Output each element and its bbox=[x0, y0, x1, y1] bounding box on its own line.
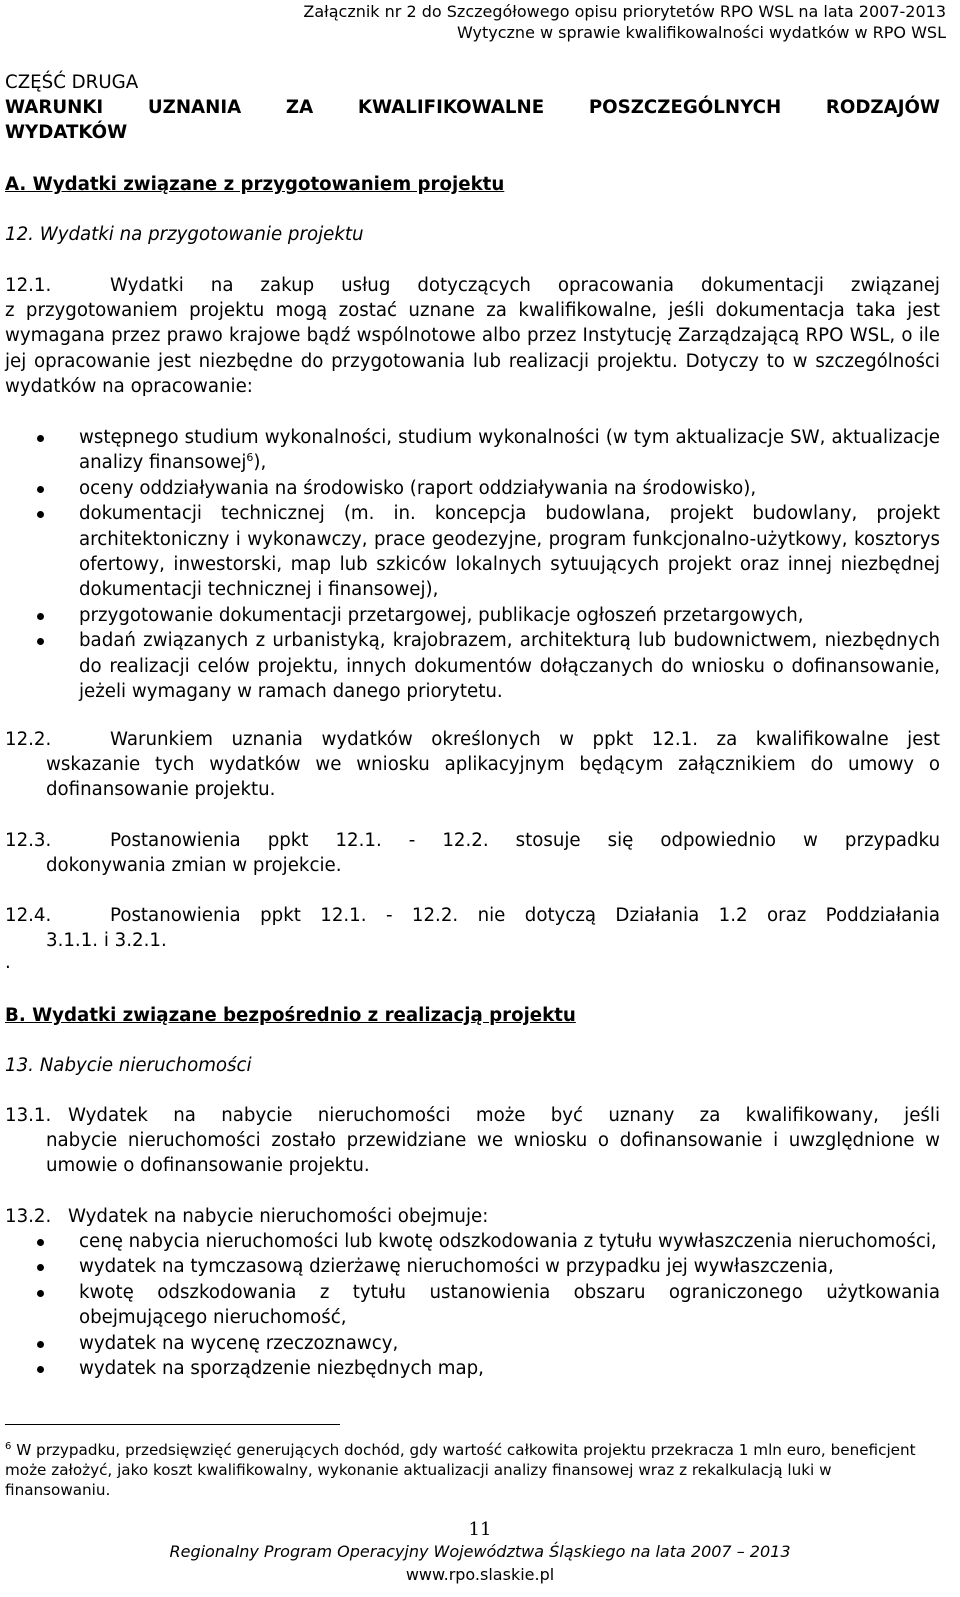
footnote-separator bbox=[5, 1424, 340, 1425]
list-item-text: badań związanych z urbanistyką, krajobrazem, architekturą lub budownictwem, niezbędnych do realizacji celów projektu, innych dokumentów dołączanych do wniosku o dofinansowanie, jeżeli wymagany w ramach danego priorytetu. bbox=[79, 630, 940, 703]
bullet-icon bbox=[37, 1290, 44, 1297]
list-item-text: kwotę odszkodowania z tytułu ustanowienia obszaru ograniczonego użytkowania obejmującego nieruchomość, bbox=[79, 1281, 940, 1329]
list-item-text: wydatek na tymczasową dzierżawę nieruchomości w przypadku jej wywłaszczenia, bbox=[79, 1256, 834, 1278]
page-number: 11 bbox=[468, 1519, 492, 1540]
bullet-icon bbox=[37, 638, 44, 645]
footnote bbox=[5, 1440, 940, 1501]
bullet-icon bbox=[37, 511, 44, 518]
running-header bbox=[303, 1, 946, 43]
paragraph-12-2-text: wskazanie tych wydatków we wniosku aplikacyjnym będącym załącznikiem do umowy o dofinansowanie projektu. bbox=[46, 754, 940, 801]
bullet-icon bbox=[37, 1239, 44, 1246]
header-line-2: Wytyczne w sprawie kwalifikowalności wydatków w RPO WSL bbox=[456, 23, 946, 42]
stray-dot: . bbox=[5, 952, 11, 973]
part-title-line-2: WYDATKÓW bbox=[5, 122, 128, 143]
list-item-text: przygotowanie dokumentacji przetargowej, publikacje ogłoszeń przetargowych, bbox=[79, 604, 804, 626]
paragraph-13-1-text: nabycie nieruchomości zostało przewidziane we wniosku o dofinansowanie i uwzględnione w umowie o dofinansowanie projektu. bbox=[46, 1130, 940, 1177]
paragraph-12-3-first-line: Postanowienia ppkt 12.1. - 12.2. stosuje się odpowiednio w przypadku bbox=[110, 830, 940, 851]
list-item bbox=[0, 603, 960, 628]
bullet-icon bbox=[37, 613, 44, 620]
paragraph-12-1-number: 12.1. bbox=[5, 275, 52, 296]
list-item-text: wydatek na wycenę rzeczoznawcy, bbox=[79, 1332, 399, 1354]
bullet-icon bbox=[37, 1366, 44, 1373]
paragraph-12-1-text: z przygotowaniem projektu mogą zostać uznane za kwalifikowalne, jeśli dokumentacja taka jest wymagana przez prawo krajowe bądź wspólnotowe albo przez Instytucję Zarządzającą RPO WSL, o ile jej opracowanie jest niezbędne do przygotowania lub realizacji projektu. Dotyczy to w szczególności wydatków na opracowanie: bbox=[5, 300, 940, 398]
bullet-icon bbox=[37, 1264, 44, 1271]
list-item bbox=[0, 1229, 960, 1254]
footer-title: Regionalny Program Operacyjny Województwa Śląskiego na lata 2007 – 2013 bbox=[169, 1542, 791, 1561]
list-item-text: wstępnego studium wykonalności, studium wykonalności (w tym aktualizacje SW, aktualizacje analizy finansowej bbox=[79, 427, 940, 474]
paragraph-12-4-number: 12.4. bbox=[5, 905, 52, 926]
paragraph-12-1-first-line: Wydatki na zakup usług dotyczących opracowania dokumentacji związanej bbox=[110, 275, 940, 296]
list-item-text: oceny oddziaływania na środowisko (raport oddziaływania na środowisko), bbox=[79, 477, 757, 499]
paragraph-12-2-first-line: Warunkiem uznania wydatków określonych w ppkt 12.1. za kwalifikowalne jest bbox=[110, 729, 940, 750]
list-item bbox=[0, 628, 960, 704]
list-item bbox=[0, 1331, 960, 1356]
list-item bbox=[0, 1356, 960, 1381]
page-footer bbox=[0, 1540, 960, 1586]
section-b-heading: B. Wydatki związane bezpośrednio z realizacją projektu bbox=[5, 1005, 576, 1026]
list-item-text: cenę nabycia nieruchomości lub kwotę odszkodowania z tytułu wywłaszczenia nieruchomości, bbox=[79, 1231, 937, 1252]
bullet-list-13-2 bbox=[0, 1229, 960, 1381]
footnote-number: 6 bbox=[5, 1440, 12, 1452]
list-item bbox=[0, 1280, 960, 1331]
bullet-icon bbox=[37, 1341, 44, 1348]
paragraph-12-2-number: 12.2. bbox=[5, 729, 52, 750]
subsection-12-heading: 12. Wydatki na przygotowanie projektu bbox=[5, 224, 364, 245]
bullet-icon bbox=[37, 435, 44, 442]
paragraph-12-3-text: dokonywania zmian w projekcie. bbox=[46, 855, 342, 876]
list-item bbox=[0, 425, 960, 476]
paragraph-13-2-number: 13.2. bbox=[5, 1206, 52, 1227]
list-item-text: wydatek na sporządzenie niezbędnych map, bbox=[79, 1358, 484, 1380]
header-line-1: Załącznik nr 2 do Szczegółowego opisu priorytetów RPO WSL na lata 2007-2013 bbox=[303, 2, 946, 21]
paragraph-13-1-number: 13.1. bbox=[5, 1105, 52, 1126]
footnote-reference: 6 bbox=[246, 451, 254, 465]
paragraph-12-4-text: 3.1.1. i 3.2.1. bbox=[46, 930, 167, 951]
subsection-13-heading: 13. Nabycie nieruchomości bbox=[5, 1055, 252, 1076]
footer-url: www.rpo.slaskie.pl bbox=[405, 1565, 555, 1584]
list-item-text: dokumentacji technicznej (m. in. koncepcja budowlana, projekt budowlany, projekt architektoniczny i wykonawczy, prace geodezyjne, program funkcjonalno-użytkowy, kosztorys ofertowy, inwestorski, map lub szkiców lokalnych sytuujących projekt oraz innej niezbędnej dokumentacji technicznej i finansowej), bbox=[79, 503, 940, 601]
paragraph-13-2-first-line: Wydatek na nabycie nieruchomości obejmuje: bbox=[68, 1206, 489, 1227]
bullet-icon bbox=[37, 486, 44, 493]
part-title-line-1: WARUNKI UZNANIA ZA KWALIFIKOWALNE POSZCZEGÓLNYCH RODZAJÓW bbox=[5, 97, 940, 118]
list-item bbox=[0, 501, 960, 603]
list-item bbox=[0, 1254, 960, 1279]
footnote-text: W przypadku, przedsięwzięć generujących dochód, gdy wartość całkowita projektu przekracza 1 mln euro, beneficjent może założyć, jako koszt kwalifikowalny, wykonanie aktualizacji analizy finansowej wraz z rekalkulacją luki w finansowaniu. bbox=[5, 1441, 916, 1500]
paragraph-12-3-number: 12.3. bbox=[5, 830, 52, 851]
bullet-list-12-1 bbox=[0, 425, 960, 704]
paragraph-12-4-first-line: Postanowienia ppkt 12.1. - 12.2. nie dotyczą Działania 1.2 oraz Poddziałania bbox=[110, 905, 940, 926]
part-label: CZĘŚĆ DRUGA bbox=[5, 72, 139, 93]
paragraph-13-1-first-line: Wydatek na nabycie nieruchomości może być uznany za kwalifikowany, jeśli bbox=[68, 1105, 940, 1126]
list-item bbox=[0, 476, 960, 501]
list-item-text-tail: ), bbox=[253, 452, 267, 474]
section-a-heading: A. Wydatki związane z przygotowaniem projektu bbox=[5, 174, 505, 195]
